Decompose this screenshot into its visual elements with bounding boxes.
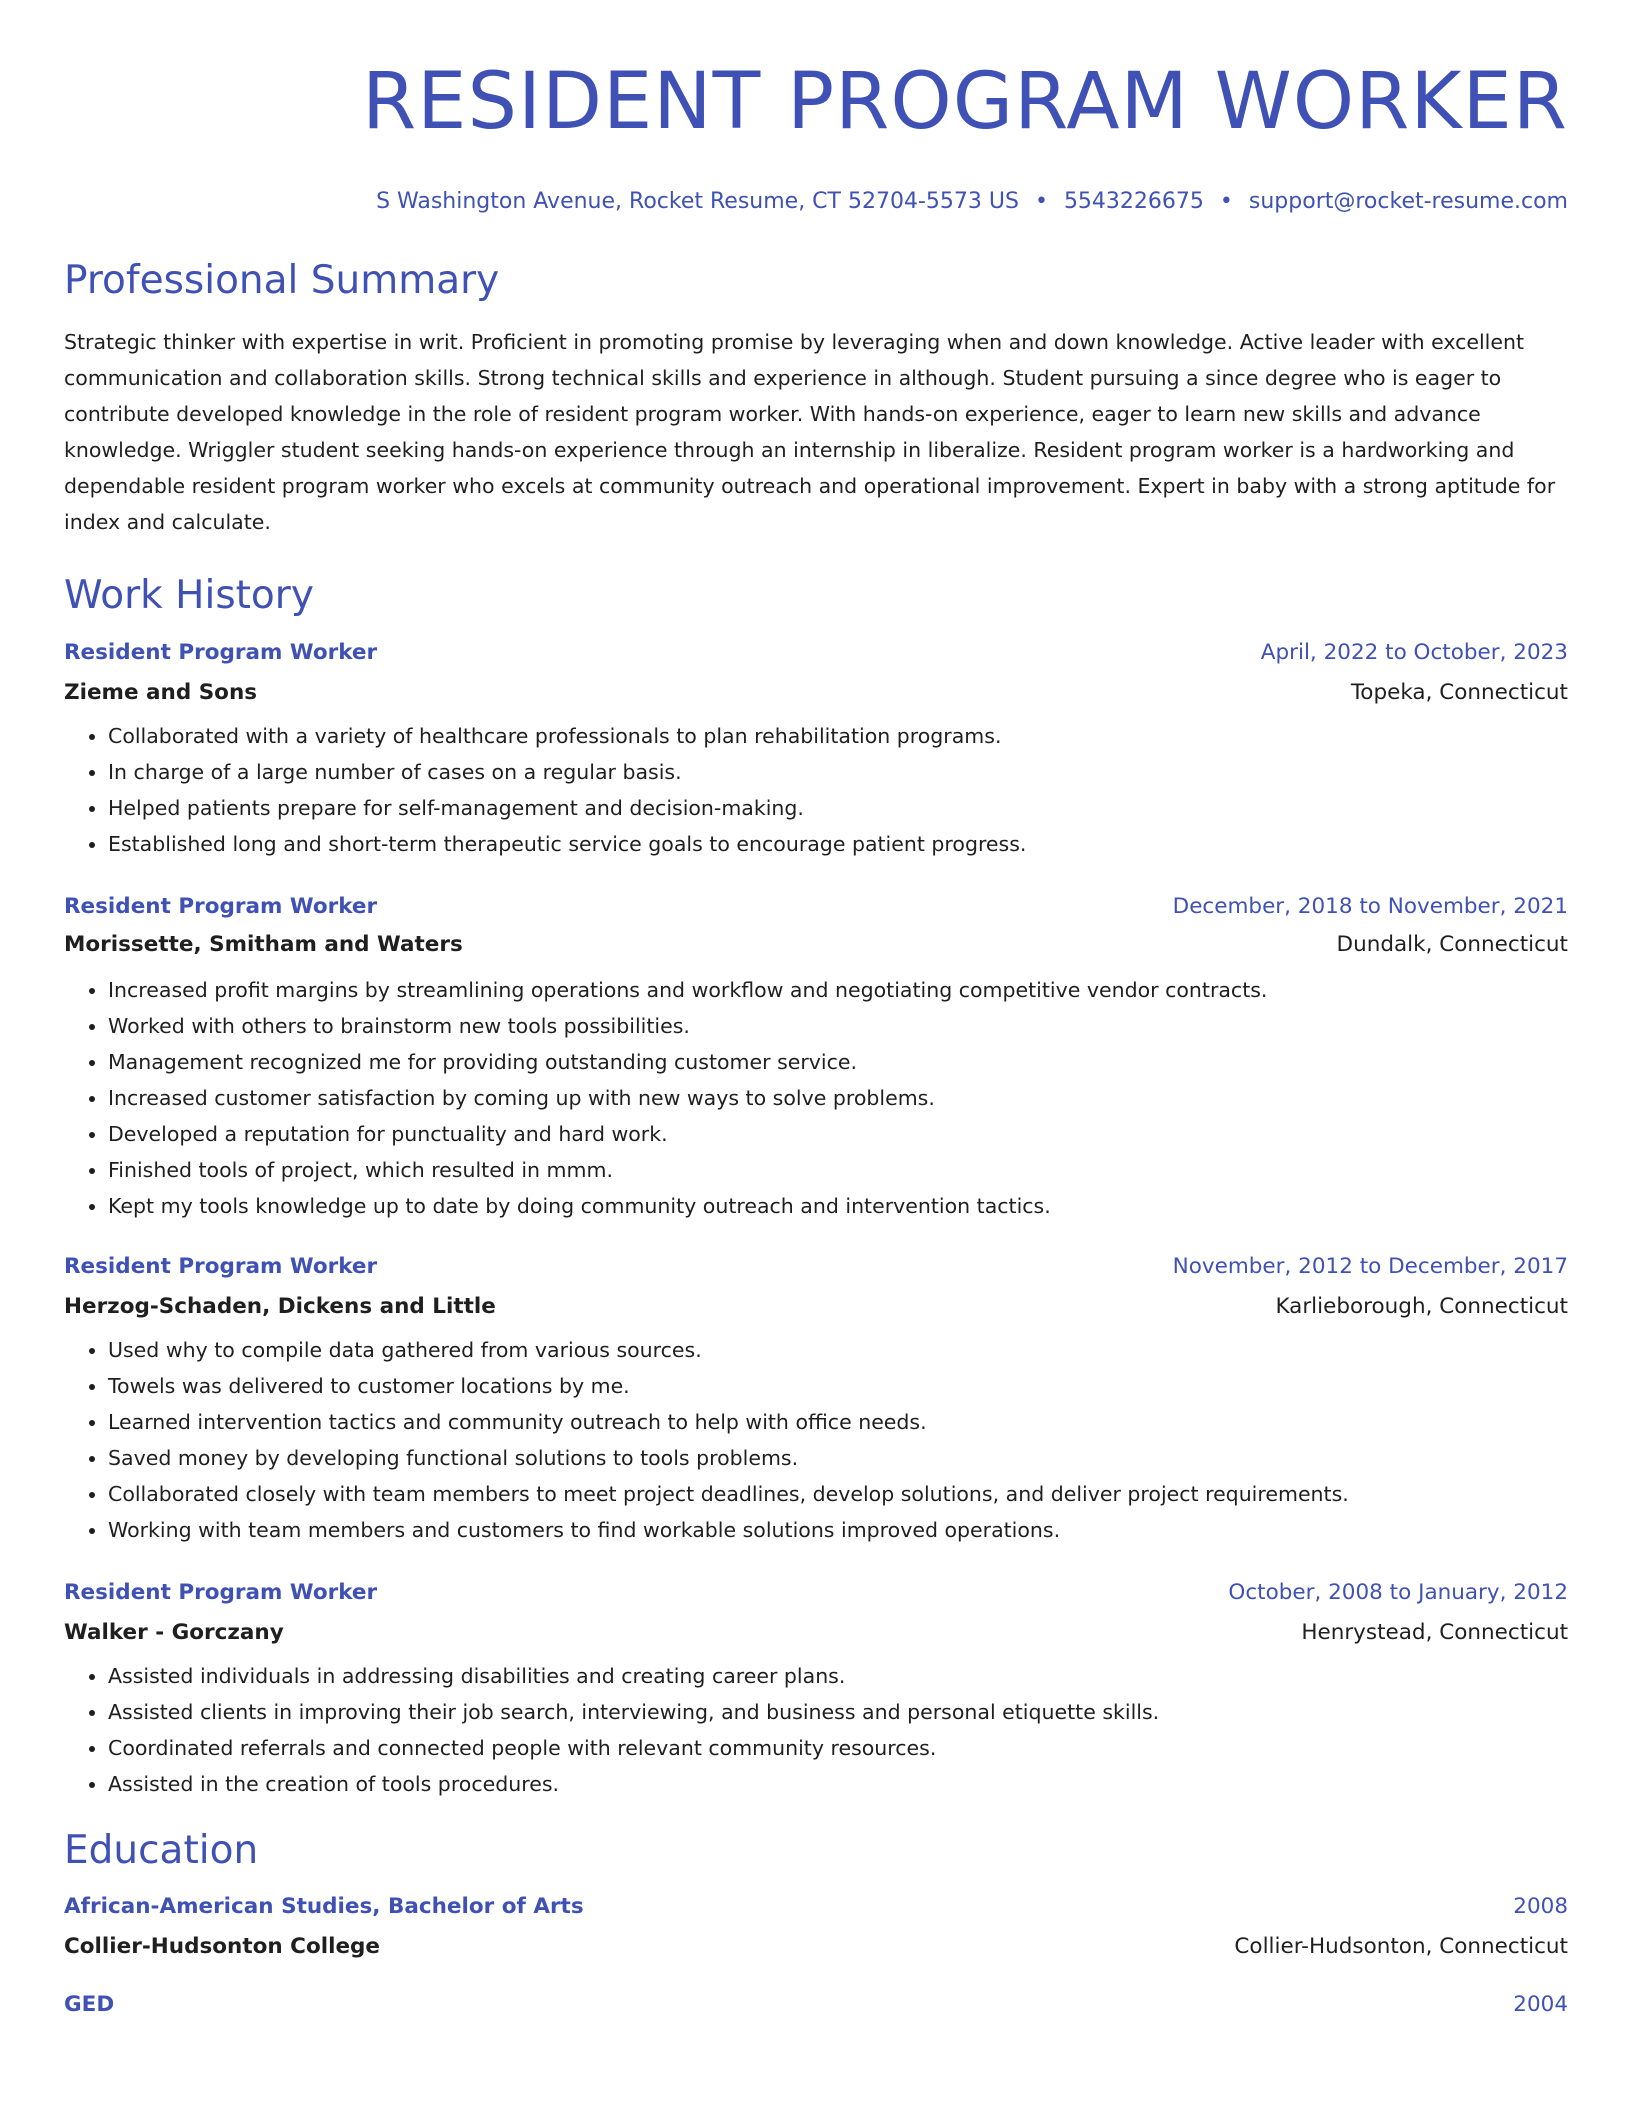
list-item: • Used why to compile data gathered from various sources. (108, 1332, 1568, 1368)
job-bullets (64, 972, 1568, 1224)
list-item: • Saved money by developing functional solutions to tools problems. (108, 1440, 1568, 1476)
list-item: • Developed a reputation for punctuality and hard work. (108, 1116, 1568, 1152)
job-header-row (64, 1254, 1568, 1280)
list-item: • In charge of a large number of cases on a regular basis. (108, 754, 1568, 790)
list-item: • Worked with others to brainstorm new tools possibilities. (108, 1008, 1568, 1044)
list-item: • Management recognized me for providing outstanding customer service. (108, 1044, 1568, 1080)
job-company: Walker - Gorczany (64, 1620, 284, 1645)
job-entry (64, 1254, 1568, 1548)
list-item: • Kept my tools knowledge up to date by doing community outreach and intervention tactics. (108, 1188, 1568, 1224)
education-header-row (64, 1992, 1568, 2018)
job-entry (64, 640, 1568, 862)
job-bullets (64, 1658, 1568, 1802)
job-company-row (64, 932, 1568, 958)
work-history-heading: Work History (64, 573, 314, 618)
job-bullets (64, 718, 1568, 862)
education-entry (64, 1894, 1568, 1960)
contact-separator: • (1219, 189, 1233, 214)
list-item: • Assisted individuals in addressing disabilities and creating career plans. (108, 1658, 1568, 1694)
education-year: 2004 (1513, 1992, 1568, 2017)
list-item: • Assisted clients in improving their job search, interviewing, and business and personal etiquette skills. (108, 1694, 1568, 1730)
list-item: • Established long and short-term therapeutic service goals to encourage patient progress. (108, 826, 1568, 862)
list-item: • Working with team members and customers to find workable solutions improved operations. (108, 1512, 1568, 1548)
list-item: • Collaborated closely with team members to meet project deadlines, develop solutions, and deliver project requirements. (108, 1476, 1568, 1512)
summary-heading: Professional Summary (64, 258, 500, 303)
resume-page (64, 0, 1568, 2018)
education-year: 2008 (1513, 1894, 1568, 1919)
job-header-row (64, 640, 1568, 666)
contact-address: S Washington Avenue, Rocket Resume, CT 52704-5573 US (376, 189, 1019, 214)
job-role: Resident Program Worker (64, 1254, 378, 1279)
job-dates: November, 2012 to December, 2017 (1172, 1254, 1568, 1279)
job-location: Dundalk, Connecticut (1336, 932, 1568, 957)
contact-email[interactable]: support@rocket-resume.com (1248, 189, 1568, 214)
list-item: • Increased customer satisfaction by coming up with new ways to solve problems. (108, 1080, 1568, 1116)
job-entry (64, 1580, 1568, 1802)
list-item: • Collaborated with a variety of healthcare professionals to plan rehabilitation programs. (108, 718, 1568, 754)
education-entry (64, 1992, 1568, 2018)
job-company-row (64, 680, 1568, 706)
list-item: • Finished tools of project, which resulted in mmm. (108, 1152, 1568, 1188)
education-school: Collier-Hudsonton College (64, 1934, 381, 1959)
job-company-row (64, 1294, 1568, 1320)
job-header-row (64, 1580, 1568, 1606)
job-entry (64, 894, 1568, 1224)
job-location: Karlieborough, Connecticut (1275, 1294, 1568, 1319)
job-bullets (64, 1332, 1568, 1548)
education-header-row (64, 1894, 1568, 1920)
summary-text: Strategic thinker with expertise in writ. Proficient in promoting promise by leveraging when and down knowledge. Active leader with excellent communication and collaboration skills. Strong technical skills and experience in although. Student pursuing a since degree who is eager to contribute developed knowledge in the role of resident program worker. With hands-on experience, eager to learn new skills and advance knowledge. Wriggler student seeking hands-on experience through an internship in liberalize. Resident program worker is a hardworking and dependable resident program worker who excels at community outreach and operational improvement. Expert in baby with a strong aptitude for index and calculate. (64, 330, 1556, 534)
job-company: Herzog-Schaden, Dickens and Little (64, 1294, 496, 1319)
education-heading: Education (64, 1828, 259, 1873)
education-degree: African-American Studies, Bachelor of Arts (64, 1894, 584, 1919)
job-location: Henrystead, Connecticut (1301, 1620, 1568, 1645)
education-school-row (64, 1934, 1568, 1960)
list-item: • Learned intervention tactics and community outreach to help with office needs. (108, 1404, 1568, 1440)
job-role: Resident Program Worker (64, 640, 378, 665)
job-dates: December, 2018 to November, 2021 (1172, 894, 1568, 919)
list-item: • Increased profit margins by streamlining operations and workflow and negotiating competitive vendor contracts. (108, 972, 1568, 1008)
contact-phone: 5543226675 (1063, 189, 1204, 214)
job-role: Resident Program Worker (64, 894, 378, 919)
job-location: Topeka, Connecticut (1350, 680, 1568, 705)
list-item: • Assisted in the creation of tools procedures. (108, 1766, 1568, 1802)
job-dates: October, 2008 to January, 2012 (1228, 1580, 1568, 1605)
list-item: • Helped patients prepare for self-management and decision-making. (108, 790, 1568, 826)
contact-separator: • (1034, 189, 1048, 214)
job-dates: April, 2022 to October, 2023 (1260, 640, 1568, 665)
resume-name: RESIDENT PROGRAM WORKER (361, 57, 1568, 147)
job-company-row (64, 1620, 1568, 1646)
education-location: Collier-Hudsonton, Connecticut (1234, 1934, 1568, 1959)
job-company: Zieme and Sons (64, 680, 258, 705)
job-header-row (64, 894, 1568, 920)
education-degree: GED (64, 1992, 115, 2017)
job-role: Resident Program Worker (64, 1580, 378, 1605)
contact-line (64, 189, 1568, 215)
job-company: Morissette, Smitham and Waters (64, 932, 463, 957)
list-item: • Towels was delivered to customer locations by me. (108, 1368, 1568, 1404)
list-item: • Coordinated referrals and connected people with relevant community resources. (108, 1730, 1568, 1766)
